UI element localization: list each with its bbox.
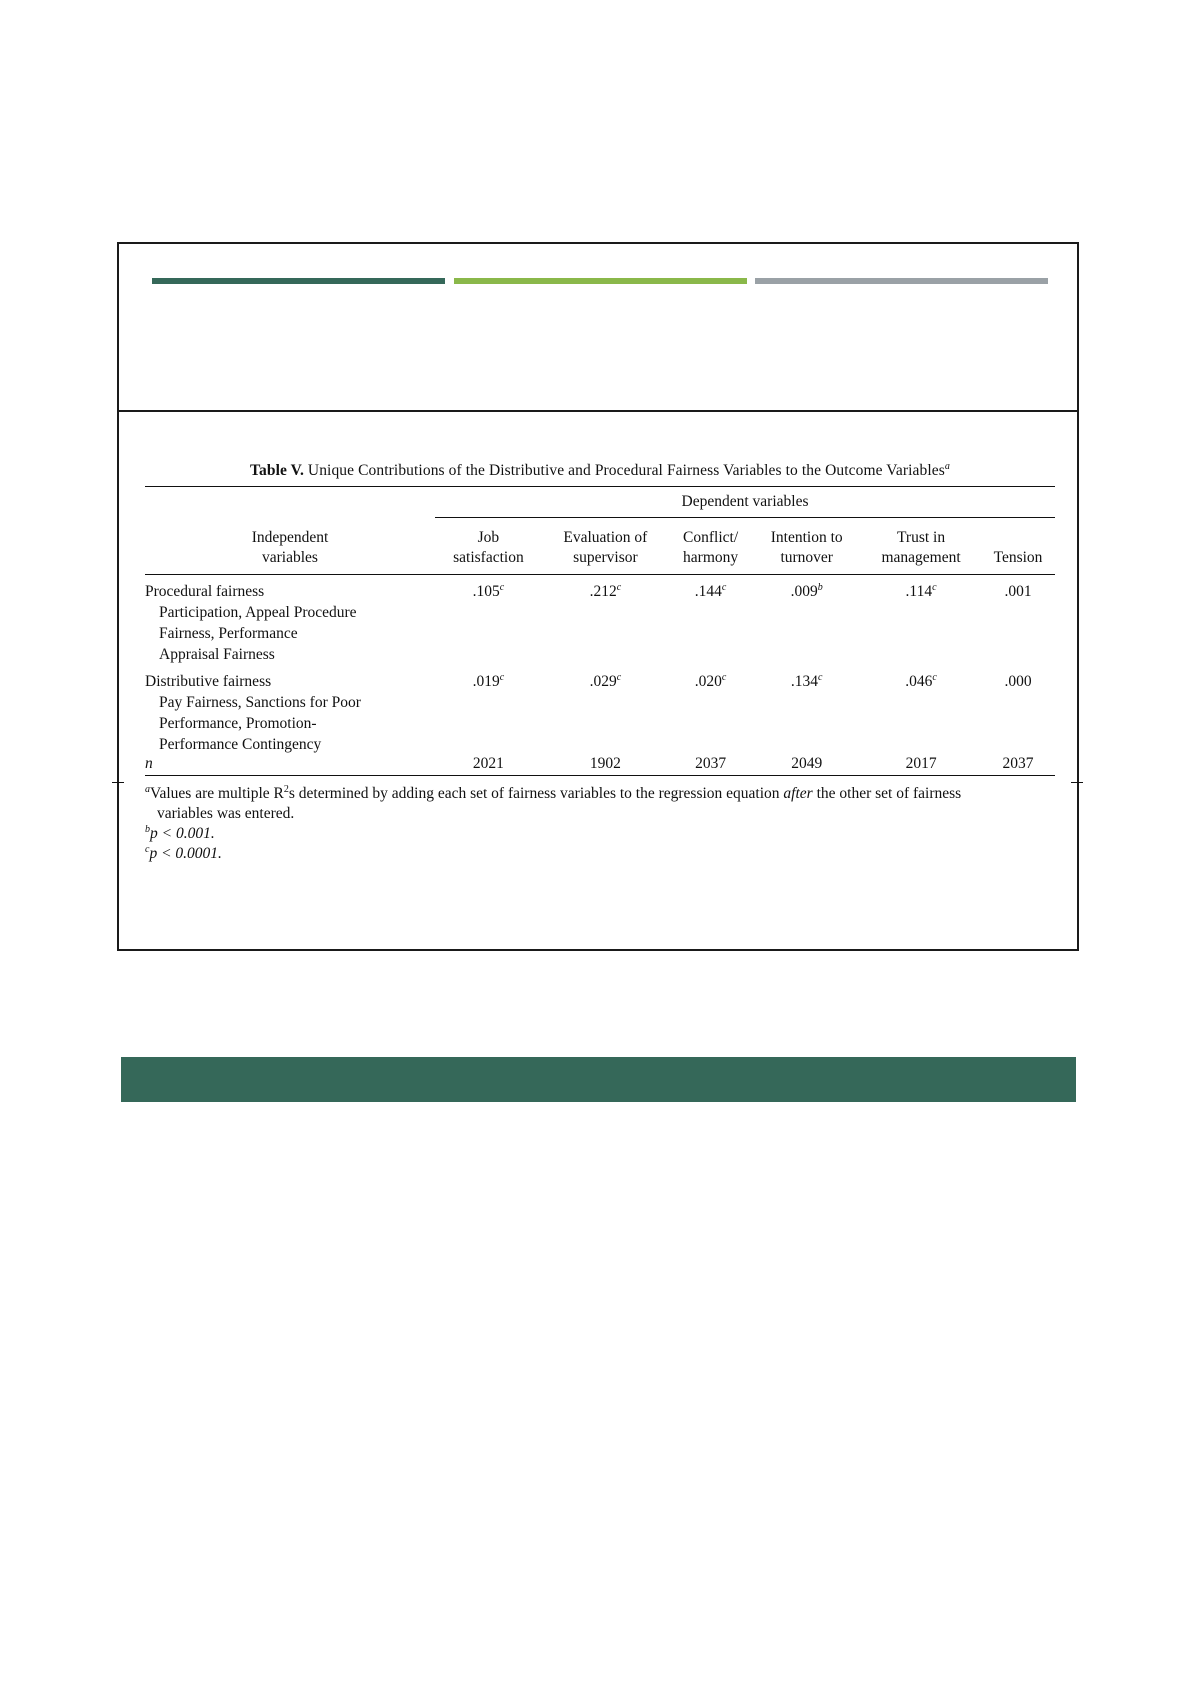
n-value: 2037 [695, 755, 727, 772]
table-cell [542, 665, 669, 755]
footnote-text: variables was entered. [157, 805, 295, 822]
accent-bar-light-green [454, 278, 747, 284]
table-caption-text: Unique Contributions of the Distributive and Procedural Fairness Variables to the Outcome Variables [303, 462, 945, 479]
cell-footnote-mark: c [721, 581, 727, 593]
footnote-a [145, 784, 1055, 824]
cell-footnote-mark: c [499, 671, 505, 683]
footnote-b [145, 824, 1055, 844]
n-value: 2037 [1002, 755, 1034, 772]
cell-value: .019 [472, 673, 500, 690]
column-header [752, 522, 861, 575]
cell-value: .134 [790, 673, 819, 690]
cell-value: .114 [905, 583, 933, 600]
cell-footnote-mark: b [817, 581, 823, 593]
column-header [542, 522, 669, 575]
table-cell [752, 575, 861, 665]
n-value: 2021 [472, 755, 504, 772]
footnote-mark: b [145, 823, 150, 835]
table-footnotes [145, 784, 1055, 864]
column-header-line1: Trust in [897, 529, 946, 546]
table-cell [981, 575, 1055, 665]
cell-value: .001 [1004, 583, 1032, 600]
group-header-label: Dependent variables [681, 493, 809, 510]
column-header-line1: Evaluation of [563, 529, 648, 546]
row-label-sub: Appraisal Fairness [159, 646, 275, 663]
footnote-mark: c [145, 843, 150, 855]
cell-value: .020 [694, 673, 722, 690]
table-row [145, 665, 1055, 755]
footnote-text: Values are multiple R [150, 785, 284, 802]
table-caption [145, 462, 1055, 480]
table-cell [981, 665, 1055, 755]
cell-value: .009 [790, 583, 818, 600]
cell-footnote-mark: c [721, 671, 727, 683]
cell-footnote-mark: c [818, 671, 823, 683]
title-band [121, 1057, 1076, 1102]
table-cell [861, 575, 981, 665]
cell-value: .212 [589, 583, 617, 600]
accent-bar-gray [755, 278, 1048, 284]
iv-header [145, 487, 435, 575]
table-cell [542, 575, 669, 665]
column-header-line2: Tension [993, 549, 1043, 566]
footnote-text: p < 0.0001. [149, 845, 222, 862]
table-row [145, 575, 1055, 665]
table-caption-lead: Table V. [250, 462, 304, 479]
column-header-line1: Intention to [770, 529, 843, 546]
row-label [145, 665, 435, 755]
left-edge-tick [112, 782, 124, 783]
column-header [435, 522, 542, 575]
cell-footnote-mark: c [616, 581, 622, 593]
n-label: n [145, 755, 153, 772]
n-value: 1902 [589, 755, 621, 772]
footnote-superscript: 2 [283, 783, 289, 795]
footnote-text: the other set of fairness [812, 785, 962, 802]
slide-frame [117, 242, 1079, 951]
right-edge-tick [1071, 782, 1083, 783]
table-cell [752, 665, 861, 755]
column-header-line1: Job [477, 529, 500, 546]
column-header-line2: supervisor [573, 549, 638, 566]
table-cell [669, 575, 752, 665]
row-label-sub: Pay Fairness, Sanctions for Poor [159, 694, 361, 711]
column-header [981, 522, 1055, 575]
iv-header-line2: variables [262, 549, 318, 566]
column-header [669, 522, 752, 575]
row-label-sub: Participation, Appeal Procedure [159, 604, 357, 621]
header-divider [119, 410, 1077, 412]
cell-footnote-mark: c [932, 671, 937, 683]
results-table [145, 487, 1055, 776]
cell-value: .144 [694, 583, 722, 600]
cell-footnote-mark: c [616, 671, 622, 683]
iv-header-line1: Independent [251, 529, 329, 546]
footnote-text: s determined by adding each set of fairness variables to the regression equation [288, 785, 784, 802]
row-label-main: Distributive fairness [145, 673, 272, 690]
cell-value: .046 [905, 673, 933, 690]
cell-footnote-mark: c [499, 581, 505, 593]
table-figure [145, 462, 1055, 864]
footnote-mark: a [145, 783, 150, 795]
table-cell [861, 665, 981, 755]
cell-value: .029 [589, 673, 617, 690]
column-header-line2: turnover [780, 549, 833, 566]
row-label-sub: Fairness, Performance [159, 625, 298, 642]
row-label-sub: Performance, Promotion- [159, 715, 317, 732]
dependent-variables-header [435, 487, 1055, 522]
accent-bar-dark-green [152, 278, 445, 284]
cell-value: .105 [472, 583, 500, 600]
row-label-sub: Performance Contingency [159, 736, 322, 753]
footnote-text: p < 0.001. [150, 825, 215, 842]
caption-footnote-mark: a [944, 460, 950, 472]
column-header-line1: Conflict/ [683, 529, 739, 546]
n-value: 2049 [791, 755, 823, 772]
cell-footnote-mark: c [932, 581, 937, 593]
table-cell [435, 665, 542, 755]
group-header-rule [435, 517, 1055, 518]
row-label [145, 575, 435, 665]
column-header [861, 522, 981, 575]
footnote-c [145, 844, 1055, 864]
column-header-line2: satisfaction [453, 549, 524, 566]
row-label-main: Procedural fairness [145, 583, 265, 600]
column-header-line2: management [881, 549, 961, 566]
n-value: 2017 [905, 755, 937, 772]
cell-value: .000 [1004, 673, 1032, 690]
sample-size-row [145, 755, 1055, 776]
table-cell [435, 575, 542, 665]
group-header-row [145, 487, 1055, 522]
table-cell [669, 665, 752, 755]
column-header-line2: harmony [683, 549, 739, 566]
footnote-emphasis: after [783, 785, 813, 802]
